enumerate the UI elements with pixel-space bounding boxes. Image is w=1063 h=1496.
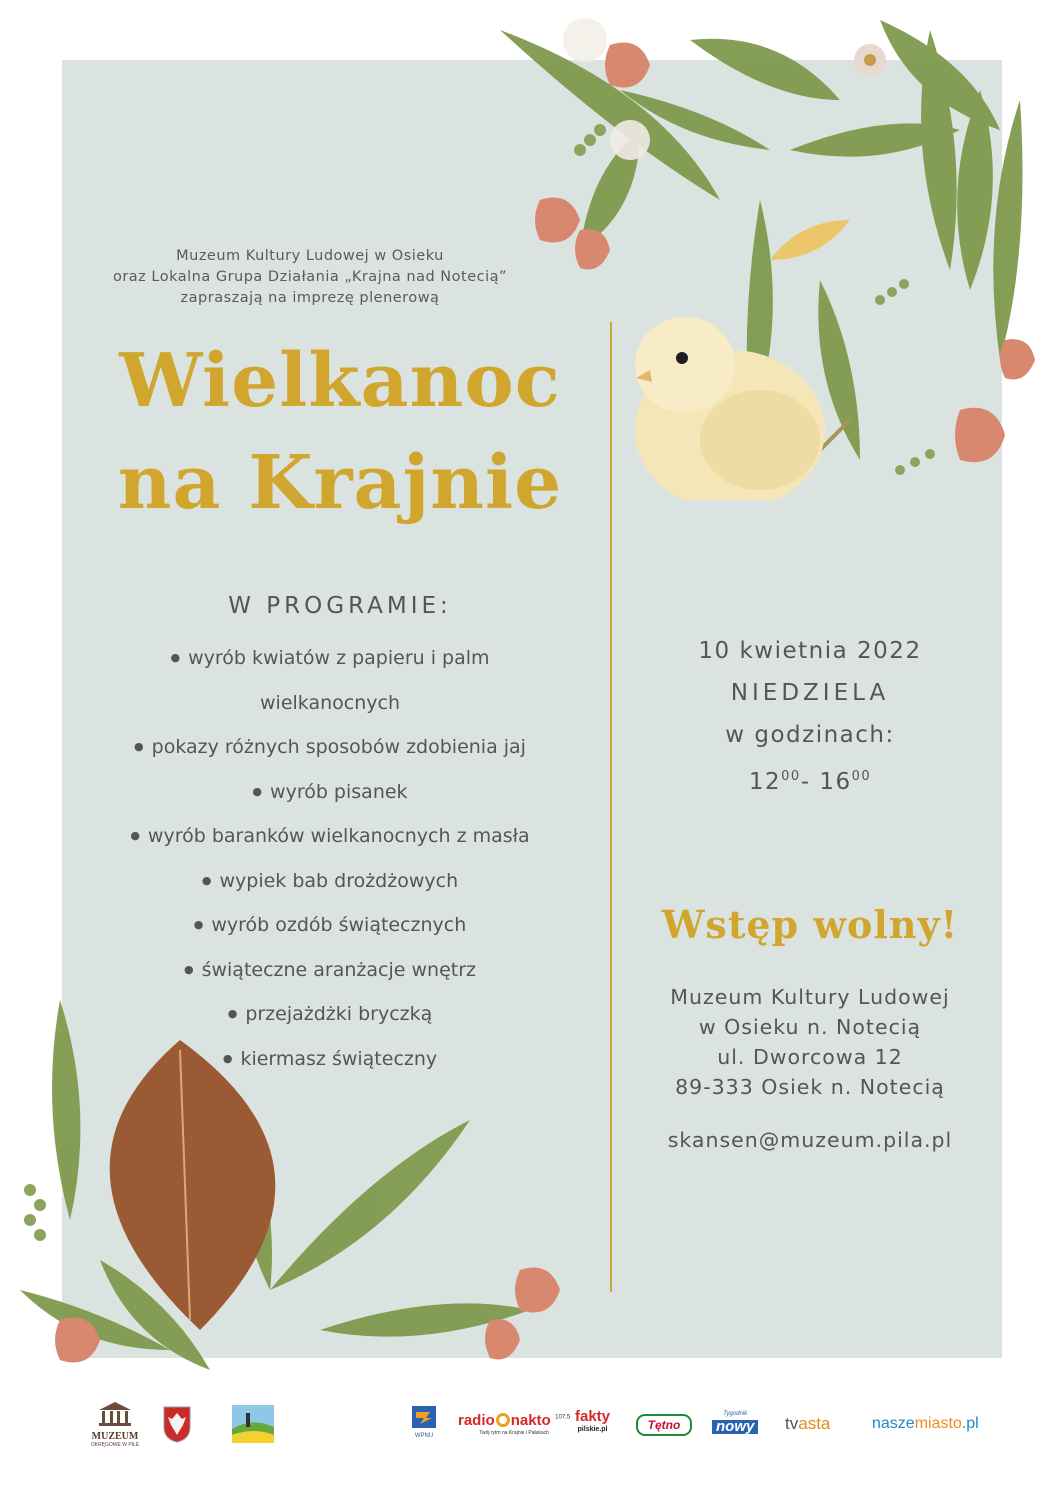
fakty-word: fakty — [575, 1408, 611, 1425]
title-line-1: Wielkanoc — [119, 338, 561, 424]
tygodnik-word: Tygodnik — [723, 1411, 748, 1417]
program-item: ● wypiek bab drożdżowych — [70, 859, 590, 904]
end-min: 00 — [851, 769, 872, 784]
contact-email[interactable]: skansen@muzeum.pila.pl — [667, 1128, 953, 1152]
tetno-logo: Tętno — [636, 1414, 692, 1436]
fakty-logo — [575, 1410, 610, 1436]
event-date: 10 kwietnia 2022 — [698, 638, 922, 664]
radio-tagline: Twój rytm na Krajnie i Pałukach — [479, 1430, 549, 1436]
page-title — [70, 330, 610, 534]
event-hours: $12^{00}-$ $16^{00}$ — [748, 769, 872, 795]
start-min: 00 — [781, 769, 801, 784]
tvasta-asta: asta — [798, 1414, 831, 1433]
address-line-2: w Osieku n. Notecią — [698, 1015, 922, 1039]
address-line-3: ul. Dworcowa 12 — [717, 1045, 903, 1069]
vertical-divider — [610, 322, 612, 1292]
intro-line-3: zapraszają na imprezę plenerową — [180, 290, 440, 306]
museum-logo-bottom: OKRĘGOWE W PILE — [90, 1442, 140, 1448]
naszemiasto-logo — [872, 1415, 979, 1433]
address-line-1: Muzeum Kultury Ludowej — [670, 985, 950, 1009]
intro-text — [80, 246, 540, 309]
nowy-word: nowy — [712, 1420, 758, 1434]
tvasta-tv: tv — [785, 1414, 799, 1433]
address-block — [630, 982, 990, 1102]
nakto-word: nakto — [510, 1412, 551, 1429]
event-weekday: NIEDZIELA — [730, 680, 890, 706]
program-list — [70, 636, 590, 1081]
program-item: ● wyrób kwiatów z papieru i palm wielkanocnych — [140, 636, 520, 725]
wpnu-icon — [412, 1406, 436, 1428]
nasze-word: nasze — [872, 1415, 915, 1432]
program-item: ● świąteczne aranżacje wnętrz — [70, 948, 590, 993]
radio-frequency: 107,5 — [555, 1414, 571, 1421]
radio-word: radio — [458, 1412, 495, 1429]
start-hour: 12 — [748, 769, 782, 795]
program-item: ● kiermasz świąteczny — [70, 1037, 590, 1082]
tvasta-logo — [785, 1414, 830, 1434]
program-item: ● wyrób ozdób świątecznych — [70, 903, 590, 948]
fakty-sub: pilskie.pl — [577, 1426, 608, 1433]
coat-of-arms-icon — [162, 1405, 192, 1443]
end-hour: 16 — [819, 769, 852, 795]
wpnu-logo — [410, 1406, 438, 1439]
admission-free: Wstęp wolny! — [661, 902, 959, 947]
program-item: ● pokazy różnych sposobów zdobienia jaj — [70, 725, 590, 770]
wpnu-label: WPNU — [414, 1433, 434, 1439]
lgd-krajna-logo-icon — [232, 1405, 274, 1443]
pl-word: .pl — [961, 1415, 979, 1432]
title-line-2: na Krajnie — [117, 440, 563, 526]
museum-logo-top: MUZEUM — [91, 1431, 139, 1442]
intro-line-1: Muzeum Kultury Ludowej w Osieku — [176, 248, 444, 264]
museum-logo — [90, 1400, 140, 1448]
radio-nakto-logo — [458, 1412, 570, 1436]
museum-building-icon — [95, 1400, 135, 1426]
intro-line-2: oraz Lokalna Grupa Działania „Krajna nad Notecią” — [112, 269, 508, 285]
radio-dial-icon — [496, 1413, 510, 1427]
event-hours-label: w godzinach: — [725, 722, 895, 748]
program-heading: W PROGRAMIE: — [228, 593, 452, 619]
program-item: ● wyrób baranków wielkanocnych z masła — [70, 814, 590, 859]
sponsor-logos — [0, 1400, 1063, 1460]
tygodnik-nowy-logo — [712, 1408, 758, 1434]
event-info — [630, 630, 990, 803]
miasto-word: miasto — [914, 1415, 962, 1432]
program-item: ● wyrób pisanek — [70, 770, 590, 815]
address-line-4: 89-333 Osiek n. Notecią — [675, 1075, 945, 1099]
program-item: ● przejażdżki bryczką — [70, 992, 590, 1037]
